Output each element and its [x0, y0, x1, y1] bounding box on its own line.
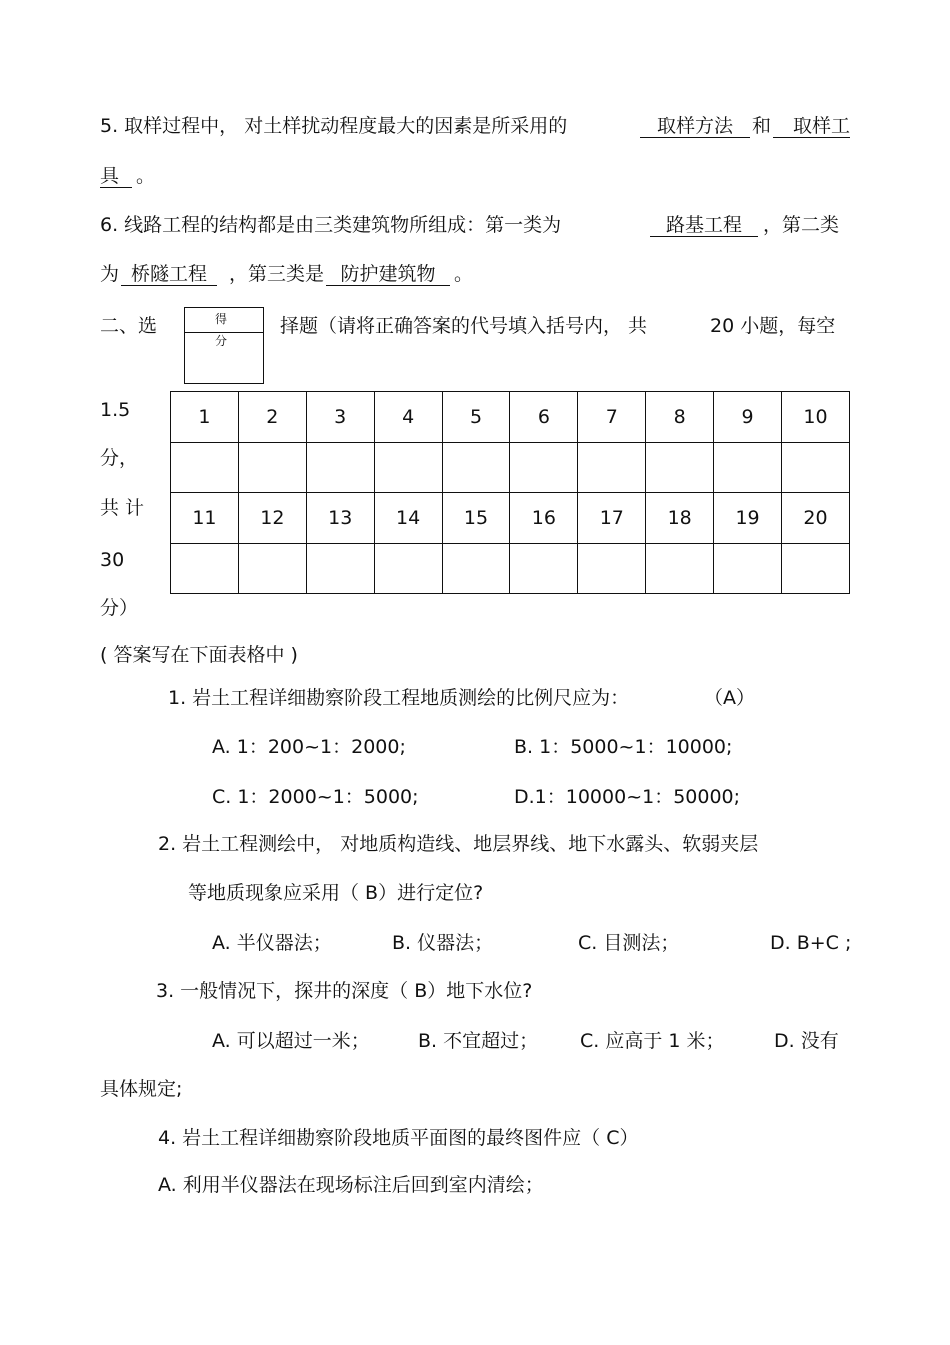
q3-option-d: D. 没有	[774, 1030, 839, 1052]
side-score-2: 分，	[100, 447, 139, 469]
q1-option-d: D.1：10000~1：50000;	[514, 786, 741, 808]
grid-answer-cell[interactable]	[442, 443, 510, 493]
grid-answer-cell[interactable]	[442, 544, 510, 594]
q2-option-d: D. B+C ;	[770, 932, 852, 954]
grid-cell-num: 10	[782, 392, 850, 443]
grid-cell-num: 12	[238, 493, 306, 544]
grid-answer-cell[interactable]	[374, 443, 442, 493]
q5-blank-2b: 具	[100, 165, 132, 188]
q5-mid: 和	[752, 115, 772, 137]
grid-answer-cell[interactable]	[782, 544, 850, 594]
grid-cell-num: 13	[306, 493, 374, 544]
q1-stem: 1. 岩土工程详细勘察阶段工程地质测绘的比例尺应为：	[168, 687, 630, 709]
grid-cell-num: 18	[646, 493, 714, 544]
grid-answer-cell[interactable]	[171, 544, 239, 594]
grid-cell-num: 16	[510, 493, 578, 544]
grid-answer-cell[interactable]	[714, 544, 782, 594]
q6-prefix: 6. 线路工程的结构都是由三类建筑物所组成：第一类为	[100, 214, 562, 236]
grid-cell-num: 1	[171, 392, 239, 443]
grid-answer-cell[interactable]	[510, 544, 578, 594]
grid-cell-num: 5	[442, 392, 510, 443]
q6-blank-3: 防护建筑物	[326, 263, 450, 286]
grid-answer-cell[interactable]	[646, 443, 714, 493]
grid-cell-num: 3	[306, 392, 374, 443]
grid-cell-num: 6	[510, 392, 578, 443]
score-box	[184, 307, 264, 384]
q5-blank-1: 取样方法	[640, 115, 750, 138]
grid-answer-cell[interactable]	[374, 544, 442, 594]
q5-line2	[100, 164, 155, 188]
grid-answer-cell[interactable]	[646, 544, 714, 594]
grid-cell-num: 2	[238, 392, 306, 443]
q1-answer: （A）	[704, 687, 755, 709]
q3-option-b: B. 不宜超过；	[418, 1030, 539, 1052]
grid-answer-row	[171, 443, 850, 493]
q3-stem: 3. 一般情况下，探井的深度（ B）地下水位?	[156, 980, 533, 1002]
q3-option-a: A. 可以超过一米；	[212, 1030, 370, 1052]
section2-count: 20 小题，每空	[710, 315, 836, 337]
section2-title-a: 二、选	[100, 315, 158, 337]
q6-blank-1: 路基工程	[650, 214, 758, 237]
grid-cell-num: 7	[578, 392, 646, 443]
side-score-1: 1.5	[100, 399, 131, 421]
answer-grid	[170, 391, 850, 594]
q4-option-a: A. 利用半仪器法在现场标注后回到室内清绘；	[158, 1174, 544, 1196]
grid-answer-cell[interactable]	[171, 443, 239, 493]
grid-answer-cell[interactable]	[238, 443, 306, 493]
q6-line2	[100, 262, 473, 286]
grid-cell-num: 20	[782, 493, 850, 544]
q6-mid1: ，第二类	[763, 214, 840, 236]
grid-cell-num: 17	[578, 493, 646, 544]
q1-option-b: B. 1：5000~1：10000;	[514, 736, 733, 758]
grid-answer-cell[interactable]	[238, 544, 306, 594]
grid-answer-row	[171, 544, 850, 594]
grid-answer-cell[interactable]	[306, 544, 374, 594]
grid-cell-num: 9	[714, 392, 782, 443]
section2-title-b: 择题（请将正确答案的代号填入括号内， 共	[280, 315, 648, 337]
grid-answer-cell[interactable]	[510, 443, 578, 493]
q6-blank-2: 桥隧工程	[121, 263, 217, 286]
q5-prefix: 5. 取样过程中， 对土样扰动程度最大的因素是所采用的	[100, 115, 568, 137]
grid-answer-cell[interactable]	[306, 443, 374, 493]
grid-cell-num: 11	[171, 493, 239, 544]
q4-stem: 4. 岩土工程详细勘察阶段地质平面图的最终图件应（ C）	[158, 1127, 639, 1149]
grid-number-row	[171, 493, 850, 544]
q6-mid2: ，第三类是	[229, 263, 325, 285]
q6-line2-prefix: 为	[100, 263, 120, 285]
grid-cell-num: 8	[646, 392, 714, 443]
grid-cell-num: 19	[714, 493, 782, 544]
grid-cell-num: 15	[442, 493, 510, 544]
q1-option-a: A. 1：200~1：2000;	[212, 736, 406, 758]
q1-option-c: C. 1：2000~1：5000;	[212, 786, 419, 808]
side-score-4: 30	[100, 549, 125, 571]
grid-answer-cell[interactable]	[578, 544, 646, 594]
grid-cell-num: 4	[374, 392, 442, 443]
q3-option-c: C. 应高于 1 米；	[580, 1030, 725, 1052]
grid-answer-cell[interactable]	[578, 443, 646, 493]
q5-blank-2a: 取样工	[773, 115, 850, 138]
score-label: 得 分	[185, 308, 263, 333]
grid-answer-cell[interactable]	[782, 443, 850, 493]
q2-option-c: C. 目测法；	[578, 932, 680, 954]
q2-option-a: A. 半仪器法；	[212, 932, 332, 954]
q2-stem-2: 等地质现象应采用（ B）进行定位?	[188, 882, 484, 904]
q5-blank2-wrap	[773, 114, 850, 138]
q2-stem-1: 2. 岩土工程测绘中， 对地质构造线、地层界线、地下水露头、软弱夹层	[158, 833, 759, 855]
q3-option-d-cont: 具体规定;	[100, 1078, 183, 1100]
q5-end: 。	[136, 165, 156, 187]
side-score-3: 共 计	[100, 497, 145, 519]
q6-end: 。	[454, 263, 474, 285]
side-score-5: 分）	[100, 597, 139, 619]
q5-blank1-wrap	[640, 114, 750, 138]
grid-number-row	[171, 392, 850, 443]
grid-cell-num: 14	[374, 493, 442, 544]
grid-answer-cell[interactable]	[714, 443, 782, 493]
q5-line1	[100, 114, 567, 138]
q6-blank1-wrap	[650, 213, 758, 237]
q2-option-b: B. 仪器法；	[392, 932, 494, 954]
answer-note: ( 答案写在下面表格中 )	[100, 644, 298, 666]
